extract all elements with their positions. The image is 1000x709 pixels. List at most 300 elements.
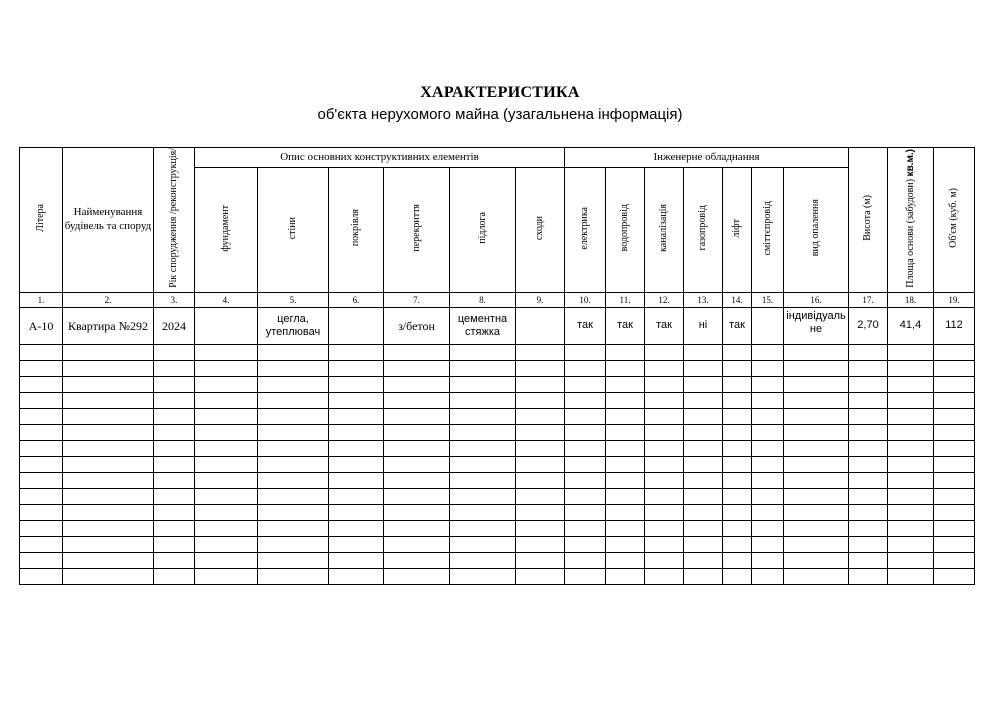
- empty-table-row: [20, 488, 975, 504]
- empty-cell: [450, 536, 516, 552]
- empty-cell: [784, 568, 849, 584]
- empty-cell: [20, 360, 63, 376]
- empty-cell: [450, 344, 516, 360]
- empty-cell: [516, 344, 565, 360]
- column-number: 5.: [258, 292, 329, 307]
- empty-table-row: [20, 504, 975, 520]
- empty-cell: [258, 424, 329, 440]
- empty-cell: [516, 552, 565, 568]
- empty-cell: [784, 360, 849, 376]
- empty-cell: [384, 456, 450, 472]
- empty-cell: [723, 472, 752, 488]
- empty-cell: [934, 568, 975, 584]
- empty-cell: [63, 456, 154, 472]
- empty-cell: [645, 344, 684, 360]
- empty-rows: [20, 344, 975, 584]
- empty-cell: [606, 456, 645, 472]
- empty-cell: [195, 344, 258, 360]
- empty-cell: [888, 376, 934, 392]
- empty-cell: [195, 456, 258, 472]
- empty-cell: [849, 472, 888, 488]
- empty-cell: [195, 568, 258, 584]
- column-number: 8.: [450, 292, 516, 307]
- empty-cell: [258, 488, 329, 504]
- empty-table-row: [20, 408, 975, 424]
- header-name: Найменування будівель та споруд: [63, 148, 154, 293]
- empty-cell: [450, 440, 516, 456]
- header-area: Площа основи (забудови) кв.м.): [888, 148, 934, 293]
- empty-cell: [888, 424, 934, 440]
- empty-cell: [645, 360, 684, 376]
- empty-cell: [258, 456, 329, 472]
- cell-vodoprovid: так: [606, 307, 645, 344]
- empty-cell: [934, 360, 975, 376]
- empty-cell: [450, 408, 516, 424]
- empty-cell: [784, 536, 849, 552]
- empty-cell: [154, 536, 195, 552]
- empty-cell: [195, 424, 258, 440]
- empty-cell: [450, 456, 516, 472]
- empty-cell: [684, 504, 723, 520]
- empty-cell: [565, 472, 606, 488]
- empty-cell: [934, 376, 975, 392]
- empty-cell: [684, 472, 723, 488]
- empty-cell: [849, 392, 888, 408]
- empty-cell: [645, 392, 684, 408]
- empty-cell: [606, 472, 645, 488]
- empty-cell: [195, 472, 258, 488]
- empty-cell: [450, 552, 516, 568]
- empty-cell: [516, 456, 565, 472]
- empty-cell: [684, 344, 723, 360]
- empty-cell: [516, 424, 565, 440]
- header-lift: ліфт: [723, 167, 752, 292]
- empty-cell: [723, 552, 752, 568]
- empty-table-row: [20, 536, 975, 552]
- empty-cell: [784, 392, 849, 408]
- empty-cell: [329, 392, 384, 408]
- empty-cell: [752, 536, 784, 552]
- empty-cell: [645, 376, 684, 392]
- empty-cell: [723, 568, 752, 584]
- cell-kanalizatsiia: так: [645, 307, 684, 344]
- empty-cell: [516, 536, 565, 552]
- column-number: 18.: [888, 292, 934, 307]
- empty-cell: [849, 344, 888, 360]
- empty-cell: [606, 488, 645, 504]
- empty-cell: [606, 392, 645, 408]
- empty-cell: [784, 456, 849, 472]
- header-litera: Літера: [20, 148, 63, 293]
- header-vodoprovid: водопровід: [606, 167, 645, 292]
- empty-cell: [684, 376, 723, 392]
- column-number: 6.: [329, 292, 384, 307]
- empty-cell: [888, 472, 934, 488]
- empty-cell: [684, 440, 723, 456]
- empty-cell: [645, 536, 684, 552]
- header-volume: Об'єм (куб. м): [934, 148, 975, 293]
- column-number: 17.: [849, 292, 888, 307]
- empty-cell: [258, 360, 329, 376]
- empty-cell: [329, 520, 384, 536]
- empty-cell: [606, 568, 645, 584]
- empty-cell: [329, 568, 384, 584]
- empty-cell: [258, 440, 329, 456]
- cell-smittieprovid: [752, 307, 784, 344]
- empty-cell: [849, 520, 888, 536]
- empty-cell: [329, 552, 384, 568]
- empty-cell: [606, 360, 645, 376]
- cell-lift: так: [723, 307, 752, 344]
- column-number: 1.: [20, 292, 63, 307]
- empty-cell: [516, 568, 565, 584]
- empty-cell: [20, 376, 63, 392]
- empty-cell: [849, 360, 888, 376]
- empty-cell: [684, 408, 723, 424]
- cell-fundament: [195, 307, 258, 344]
- cell-hazoprovid: ні: [684, 307, 723, 344]
- empty-cell: [723, 376, 752, 392]
- empty-cell: [723, 456, 752, 472]
- empty-cell: [450, 392, 516, 408]
- header-pidloha: підлога: [450, 167, 516, 292]
- empty-cell: [723, 408, 752, 424]
- empty-table-row: [20, 344, 975, 360]
- empty-cell: [752, 568, 784, 584]
- empty-cell: [934, 520, 975, 536]
- empty-cell: [258, 536, 329, 552]
- empty-cell: [258, 568, 329, 584]
- empty-cell: [645, 520, 684, 536]
- empty-cell: [329, 360, 384, 376]
- empty-cell: [784, 504, 849, 520]
- empty-cell: [195, 536, 258, 552]
- empty-cell: [565, 424, 606, 440]
- cell-opalennia: індивідуальне: [784, 307, 849, 344]
- table-row: [20, 307, 975, 344]
- empty-cell: [752, 472, 784, 488]
- empty-cell: [752, 504, 784, 520]
- empty-cell: [154, 360, 195, 376]
- empty-table-row: [20, 424, 975, 440]
- empty-cell: [565, 360, 606, 376]
- cell-ploshcha: 41,4: [888, 307, 934, 344]
- empty-cell: [645, 424, 684, 440]
- empty-cell: [384, 552, 450, 568]
- empty-cell: [723, 360, 752, 376]
- column-number: 15.: [752, 292, 784, 307]
- empty-cell: [849, 488, 888, 504]
- empty-cell: [63, 536, 154, 552]
- empty-cell: [849, 504, 888, 520]
- empty-cell: [565, 456, 606, 472]
- empty-cell: [154, 440, 195, 456]
- empty-cell: [516, 520, 565, 536]
- empty-cell: [384, 568, 450, 584]
- empty-cell: [258, 408, 329, 424]
- empty-cell: [329, 504, 384, 520]
- empty-cell: [20, 440, 63, 456]
- document-subtitle: об'єкта нерухомого майна (узагальнена інформація): [317, 106, 683, 123]
- empty-cell: [934, 536, 975, 552]
- empty-cell: [20, 408, 63, 424]
- empty-cell: [606, 552, 645, 568]
- empty-cell: [888, 504, 934, 520]
- empty-cell: [384, 360, 450, 376]
- empty-cell: [784, 488, 849, 504]
- empty-cell: [329, 440, 384, 456]
- empty-cell: [606, 376, 645, 392]
- empty-cell: [565, 536, 606, 552]
- column-number: 19.: [934, 292, 975, 307]
- cell-stiny: цегла, утеплювач: [258, 307, 329, 344]
- empty-cell: [684, 520, 723, 536]
- cell-name: Квартира №292: [63, 307, 154, 344]
- empty-table-row: [20, 568, 975, 584]
- empty-cell: [195, 520, 258, 536]
- empty-cell: [934, 488, 975, 504]
- empty-cell: [20, 536, 63, 552]
- empty-cell: [63, 360, 154, 376]
- empty-cell: [329, 408, 384, 424]
- empty-cell: [606, 536, 645, 552]
- column-number: 14.: [723, 292, 752, 307]
- empty-cell: [565, 520, 606, 536]
- empty-cell: [20, 488, 63, 504]
- empty-cell: [516, 392, 565, 408]
- empty-cell: [606, 424, 645, 440]
- cell-pidloha: цементна стяжка: [450, 307, 516, 344]
- column-number: 12.: [645, 292, 684, 307]
- empty-cell: [450, 360, 516, 376]
- column-number: 11.: [606, 292, 645, 307]
- empty-cell: [450, 472, 516, 488]
- empty-cell: [20, 552, 63, 568]
- empty-cell: [63, 376, 154, 392]
- empty-cell: [516, 360, 565, 376]
- header-fundament: фундамент: [195, 167, 258, 292]
- empty-cell: [154, 408, 195, 424]
- header-year: Рік спорудження /реконструкція/: [154, 148, 195, 293]
- empty-cell: [63, 440, 154, 456]
- empty-cell: [934, 424, 975, 440]
- empty-cell: [450, 376, 516, 392]
- empty-cell: [934, 440, 975, 456]
- empty-cell: [784, 376, 849, 392]
- empty-cell: [784, 552, 849, 568]
- header-group-structural: Опис основних конструктивних елементів: [195, 148, 565, 168]
- empty-cell: [450, 504, 516, 520]
- empty-table-row: [20, 456, 975, 472]
- empty-cell: [154, 424, 195, 440]
- column-number: 7.: [384, 292, 450, 307]
- empty-cell: [384, 520, 450, 536]
- empty-cell: [154, 376, 195, 392]
- empty-cell: [516, 504, 565, 520]
- empty-cell: [565, 344, 606, 360]
- empty-cell: [888, 456, 934, 472]
- empty-cell: [723, 392, 752, 408]
- empty-cell: [888, 536, 934, 552]
- header-kanalizatsiia: каналізація: [645, 167, 684, 292]
- empty-cell: [934, 408, 975, 424]
- column-number: 4.: [195, 292, 258, 307]
- empty-cell: [154, 344, 195, 360]
- empty-cell: [154, 472, 195, 488]
- empty-cell: [752, 552, 784, 568]
- empty-cell: [20, 568, 63, 584]
- empty-cell: [384, 504, 450, 520]
- empty-cell: [195, 408, 258, 424]
- empty-cell: [384, 488, 450, 504]
- header-group-engineering: Інженерне обладнання: [565, 148, 849, 168]
- empty-cell: [606, 440, 645, 456]
- column-number-row: [20, 292, 975, 307]
- cell-pokrivlia: [329, 307, 384, 344]
- empty-cell: [752, 520, 784, 536]
- empty-cell: [384, 440, 450, 456]
- empty-cell: [606, 408, 645, 424]
- empty-cell: [565, 504, 606, 520]
- empty-cell: [195, 392, 258, 408]
- empty-cell: [888, 568, 934, 584]
- empty-cell: [384, 424, 450, 440]
- empty-cell: [450, 568, 516, 584]
- empty-cell: [888, 440, 934, 456]
- empty-cell: [752, 344, 784, 360]
- empty-cell: [645, 408, 684, 424]
- header-elektryka: електрика: [565, 167, 606, 292]
- empty-cell: [784, 424, 849, 440]
- empty-cell: [329, 472, 384, 488]
- empty-cell: [752, 360, 784, 376]
- empty-cell: [934, 344, 975, 360]
- empty-cell: [384, 376, 450, 392]
- empty-cell: [63, 408, 154, 424]
- empty-cell: [195, 440, 258, 456]
- empty-cell: [516, 440, 565, 456]
- empty-cell: [888, 392, 934, 408]
- empty-cell: [752, 376, 784, 392]
- empty-cell: [606, 344, 645, 360]
- empty-cell: [752, 440, 784, 456]
- empty-cell: [20, 456, 63, 472]
- empty-cell: [63, 488, 154, 504]
- characteristics-table: [19, 147, 975, 585]
- empty-cell: [195, 376, 258, 392]
- empty-cell: [20, 504, 63, 520]
- empty-cell: [154, 520, 195, 536]
- empty-cell: [154, 504, 195, 520]
- empty-table-row: [20, 392, 975, 408]
- empty-cell: [645, 552, 684, 568]
- empty-cell: [784, 344, 849, 360]
- empty-cell: [63, 472, 154, 488]
- empty-cell: [645, 504, 684, 520]
- empty-cell: [752, 392, 784, 408]
- empty-cell: [849, 424, 888, 440]
- empty-cell: [450, 488, 516, 504]
- empty-cell: [849, 536, 888, 552]
- empty-table-row: [20, 552, 975, 568]
- empty-cell: [154, 488, 195, 504]
- empty-cell: [329, 344, 384, 360]
- cell-elektryka: так: [565, 307, 606, 344]
- empty-cell: [888, 520, 934, 536]
- empty-cell: [752, 456, 784, 472]
- header-opalennia: вид опалення: [784, 167, 849, 292]
- empty-cell: [565, 552, 606, 568]
- empty-cell: [723, 344, 752, 360]
- empty-cell: [784, 440, 849, 456]
- empty-cell: [450, 520, 516, 536]
- empty-cell: [849, 408, 888, 424]
- empty-cell: [258, 472, 329, 488]
- empty-table-row: [20, 360, 975, 376]
- empty-cell: [154, 456, 195, 472]
- cell-obiem: 112: [934, 307, 975, 344]
- cell-perekryttia: з/бетон: [384, 307, 450, 344]
- empty-cell: [63, 520, 154, 536]
- empty-cell: [645, 568, 684, 584]
- empty-cell: [645, 456, 684, 472]
- column-number: 3.: [154, 292, 195, 307]
- empty-cell: [888, 488, 934, 504]
- empty-cell: [258, 504, 329, 520]
- empty-table-row: [20, 440, 975, 456]
- empty-cell: [516, 408, 565, 424]
- empty-cell: [934, 392, 975, 408]
- empty-cell: [258, 376, 329, 392]
- empty-cell: [20, 344, 63, 360]
- empty-cell: [684, 360, 723, 376]
- empty-cell: [384, 472, 450, 488]
- empty-cell: [195, 360, 258, 376]
- empty-cell: [723, 520, 752, 536]
- empty-cell: [63, 568, 154, 584]
- empty-cell: [195, 504, 258, 520]
- empty-cell: [63, 344, 154, 360]
- empty-cell: [63, 392, 154, 408]
- header-pokrivlia: покрівля: [329, 167, 384, 292]
- header-smittieprovid: сміттєпровід: [752, 167, 784, 292]
- empty-cell: [258, 344, 329, 360]
- empty-cell: [934, 472, 975, 488]
- column-number: 10.: [565, 292, 606, 307]
- empty-cell: [565, 488, 606, 504]
- empty-cell: [849, 552, 888, 568]
- empty-cell: [645, 472, 684, 488]
- empty-cell: [258, 520, 329, 536]
- column-number: 13.: [684, 292, 723, 307]
- empty-cell: [723, 504, 752, 520]
- empty-cell: [258, 552, 329, 568]
- empty-cell: [63, 552, 154, 568]
- empty-cell: [645, 488, 684, 504]
- empty-cell: [63, 424, 154, 440]
- empty-cell: [784, 472, 849, 488]
- empty-cell: [684, 552, 723, 568]
- empty-cell: [516, 376, 565, 392]
- empty-table-row: [20, 472, 975, 488]
- empty-cell: [450, 424, 516, 440]
- empty-cell: [723, 440, 752, 456]
- empty-cell: [329, 456, 384, 472]
- empty-cell: [888, 408, 934, 424]
- empty-cell: [154, 568, 195, 584]
- empty-cell: [516, 488, 565, 504]
- empty-cell: [606, 504, 645, 520]
